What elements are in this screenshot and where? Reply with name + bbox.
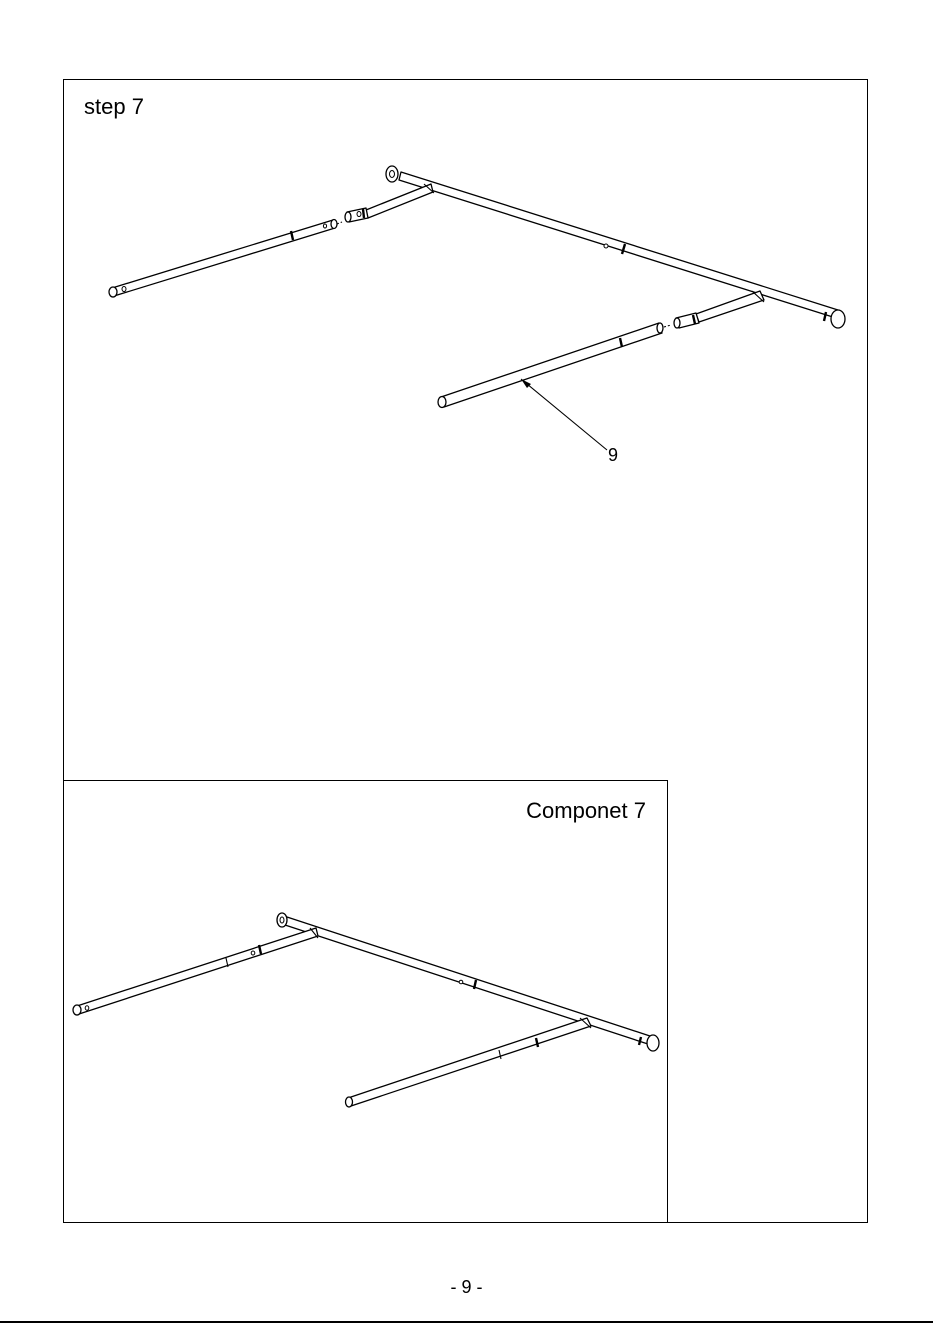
step-title: step 7	[84, 94, 144, 119]
main-bar	[285, 917, 653, 1045]
right-arm	[348, 1018, 591, 1106]
left-arm	[77, 928, 318, 1014]
page-number: - 9 -	[450, 1277, 483, 1297]
bottom-rule	[0, 1321, 933, 1323]
right-wall-flange	[647, 1035, 659, 1051]
component-title: Componet 7	[526, 798, 646, 823]
callout-part-number: 9	[608, 445, 619, 465]
